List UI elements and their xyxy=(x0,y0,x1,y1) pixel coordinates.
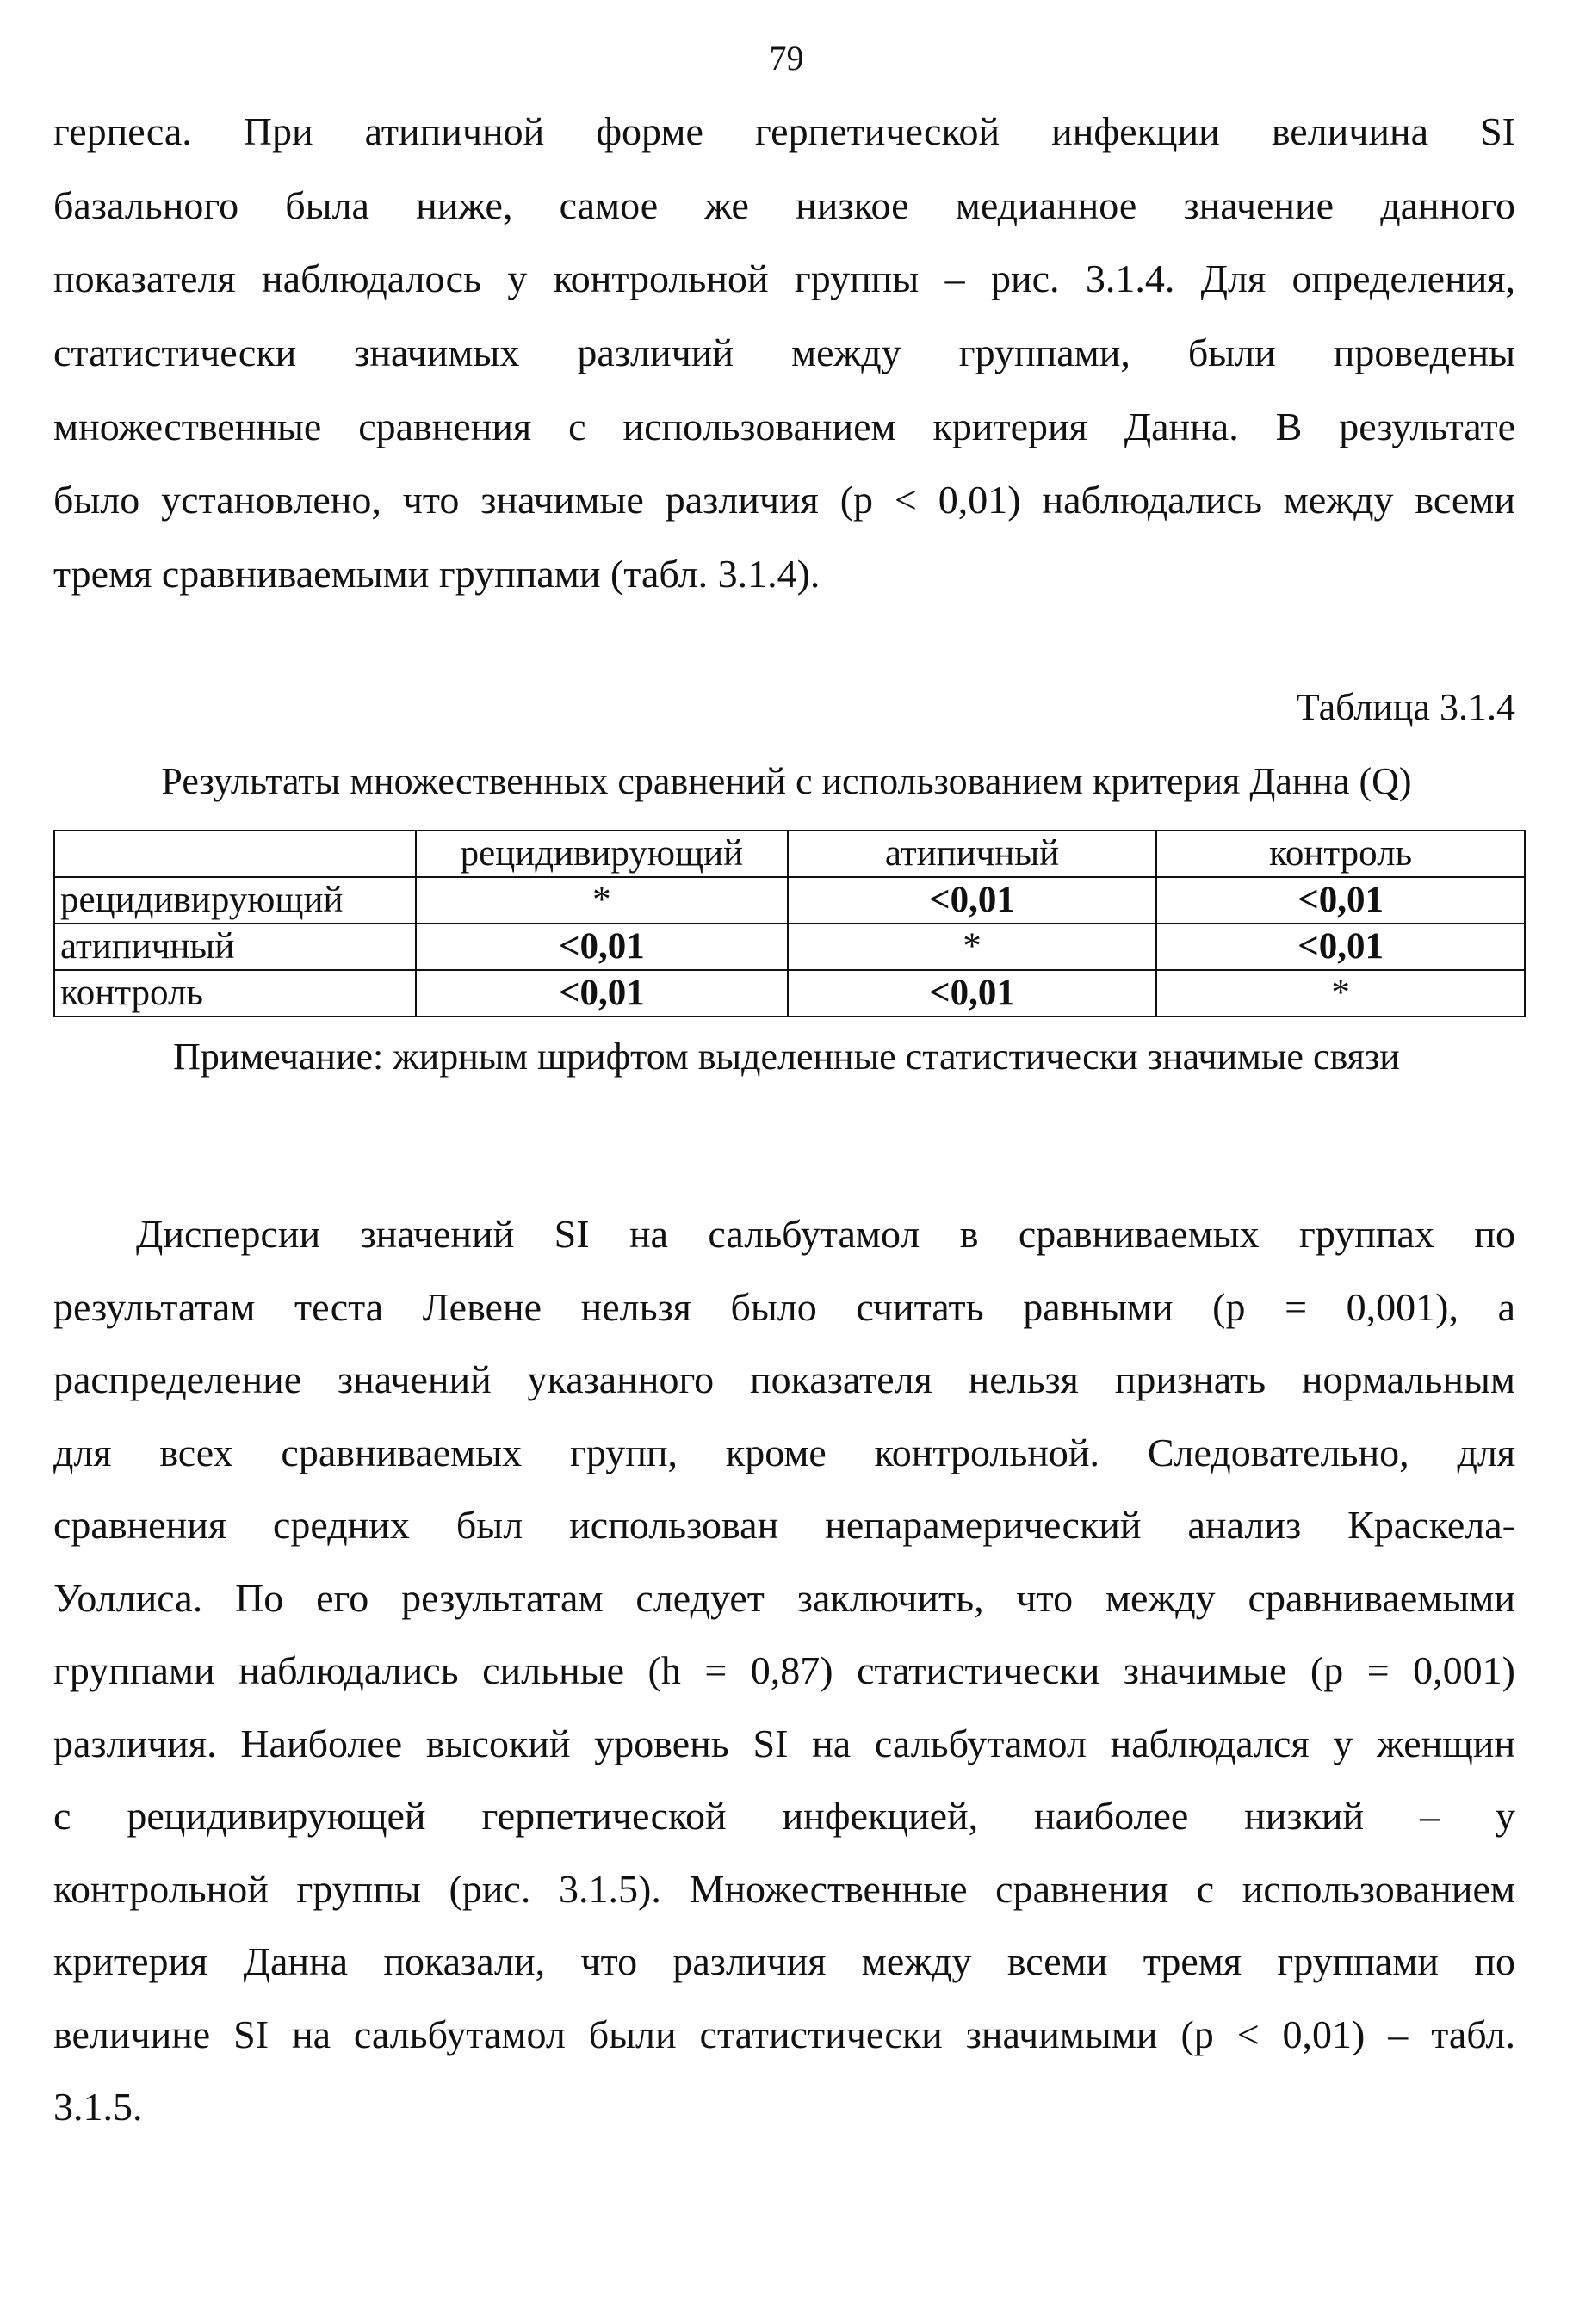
table-header-cell: рецидивирующий xyxy=(416,831,788,877)
table-row xyxy=(54,877,1525,924)
row-label: контроль xyxy=(54,970,416,1017)
table-cell: <0,01 xyxy=(1156,877,1525,924)
table-header-row xyxy=(54,831,1525,877)
table-header-cell: атипичный xyxy=(788,831,1157,877)
text-line: Уоллиса. По его результатам следует заключить, что между сравниваемыми xyxy=(53,1575,1515,1620)
text-line: критерия Данна показали, что различия между всеми тремя группами по xyxy=(53,1939,1515,1983)
table-cell: * xyxy=(416,877,788,924)
results-table xyxy=(53,830,1526,1017)
table-cell: <0,01 xyxy=(788,877,1157,924)
text-line: герпеса. При атипичной форме герпетической инфекции величина SI xyxy=(53,109,1515,153)
text-line: для всех сравниваемых групп, кроме контрольной. Следовательно, для xyxy=(53,1430,1515,1474)
text-line: группами наблюдались сильные (h = 0,87) статистически значимые (p = 0,001) xyxy=(53,1648,1515,1692)
table-row xyxy=(54,924,1525,970)
text-line: показателя наблюдалось у контрольной группы – рис. 3.1.4. Для определения, xyxy=(53,257,1515,301)
table-header-cell xyxy=(54,831,416,877)
text-line: контрольной группы (рис. 3.1.5). Множественные сравнения с использованием xyxy=(53,1866,1515,1911)
table-cell: <0,01 xyxy=(788,970,1157,1017)
text-line: статистически значимых различий между группами, были проведены xyxy=(53,331,1515,375)
text-line: величине SI на сальбутамол были статистически значимыми (p < 0,01) – табл. xyxy=(53,2012,1515,2056)
text-line: сравнения средних был использован непарамерический анализ Краскела- xyxy=(53,1503,1515,1547)
text-line: было установлено, что значимые различия (p < 0,01) наблюдались между всеми xyxy=(53,478,1515,522)
table-cell: <0,01 xyxy=(416,970,788,1017)
table-cell: * xyxy=(1156,970,1525,1017)
text-line: с рецидивирующей герпетической инфекцией, наиболее низкий – у xyxy=(53,1794,1515,1838)
row-label: атипичный xyxy=(54,924,416,970)
text-line: различия. Наиболее высокий уровень SI на сальбутамол наблюдался у женщин xyxy=(53,1721,1515,1765)
text-line: тремя сравниваемыми группами (табл. 3.1.4). xyxy=(53,552,821,596)
table-label: Таблица 3.1.4 xyxy=(1296,686,1515,728)
table-cell: <0,01 xyxy=(416,924,788,970)
text-line: базального была ниже, самое же низкое медианное значение данного xyxy=(53,182,1515,227)
paragraph-main xyxy=(53,1198,1515,2144)
table-row xyxy=(54,970,1525,1017)
table-header-cell: контроль xyxy=(1156,831,1525,877)
row-label: рецидивирующий xyxy=(54,877,416,924)
text-line: распределение значений указанного показателя нельзя признать нормальным xyxy=(53,1357,1515,1401)
text-line: множественные сравнения с использованием критерия Данна. В результате xyxy=(53,404,1515,448)
table-cell: <0,01 xyxy=(1156,924,1525,970)
table-title: Результаты множественных сравнений с использованием критерия Данна (Q) xyxy=(161,760,1412,802)
table-note: Примечание: жирным шрифтом выделенные статистически значимые связи xyxy=(173,1035,1400,1078)
text-line: результатам теста Левене нельзя было считать равными (p = 0,001), а xyxy=(53,1284,1515,1329)
table-cell: * xyxy=(788,924,1157,970)
text-line: Дисперсии значений SI на сальбутамол в сравниваемых группах по xyxy=(136,1212,1515,1256)
page-number: 79 xyxy=(769,39,804,77)
text-line: 3.1.5. xyxy=(53,2085,143,2129)
paragraph-intro xyxy=(53,95,1515,611)
